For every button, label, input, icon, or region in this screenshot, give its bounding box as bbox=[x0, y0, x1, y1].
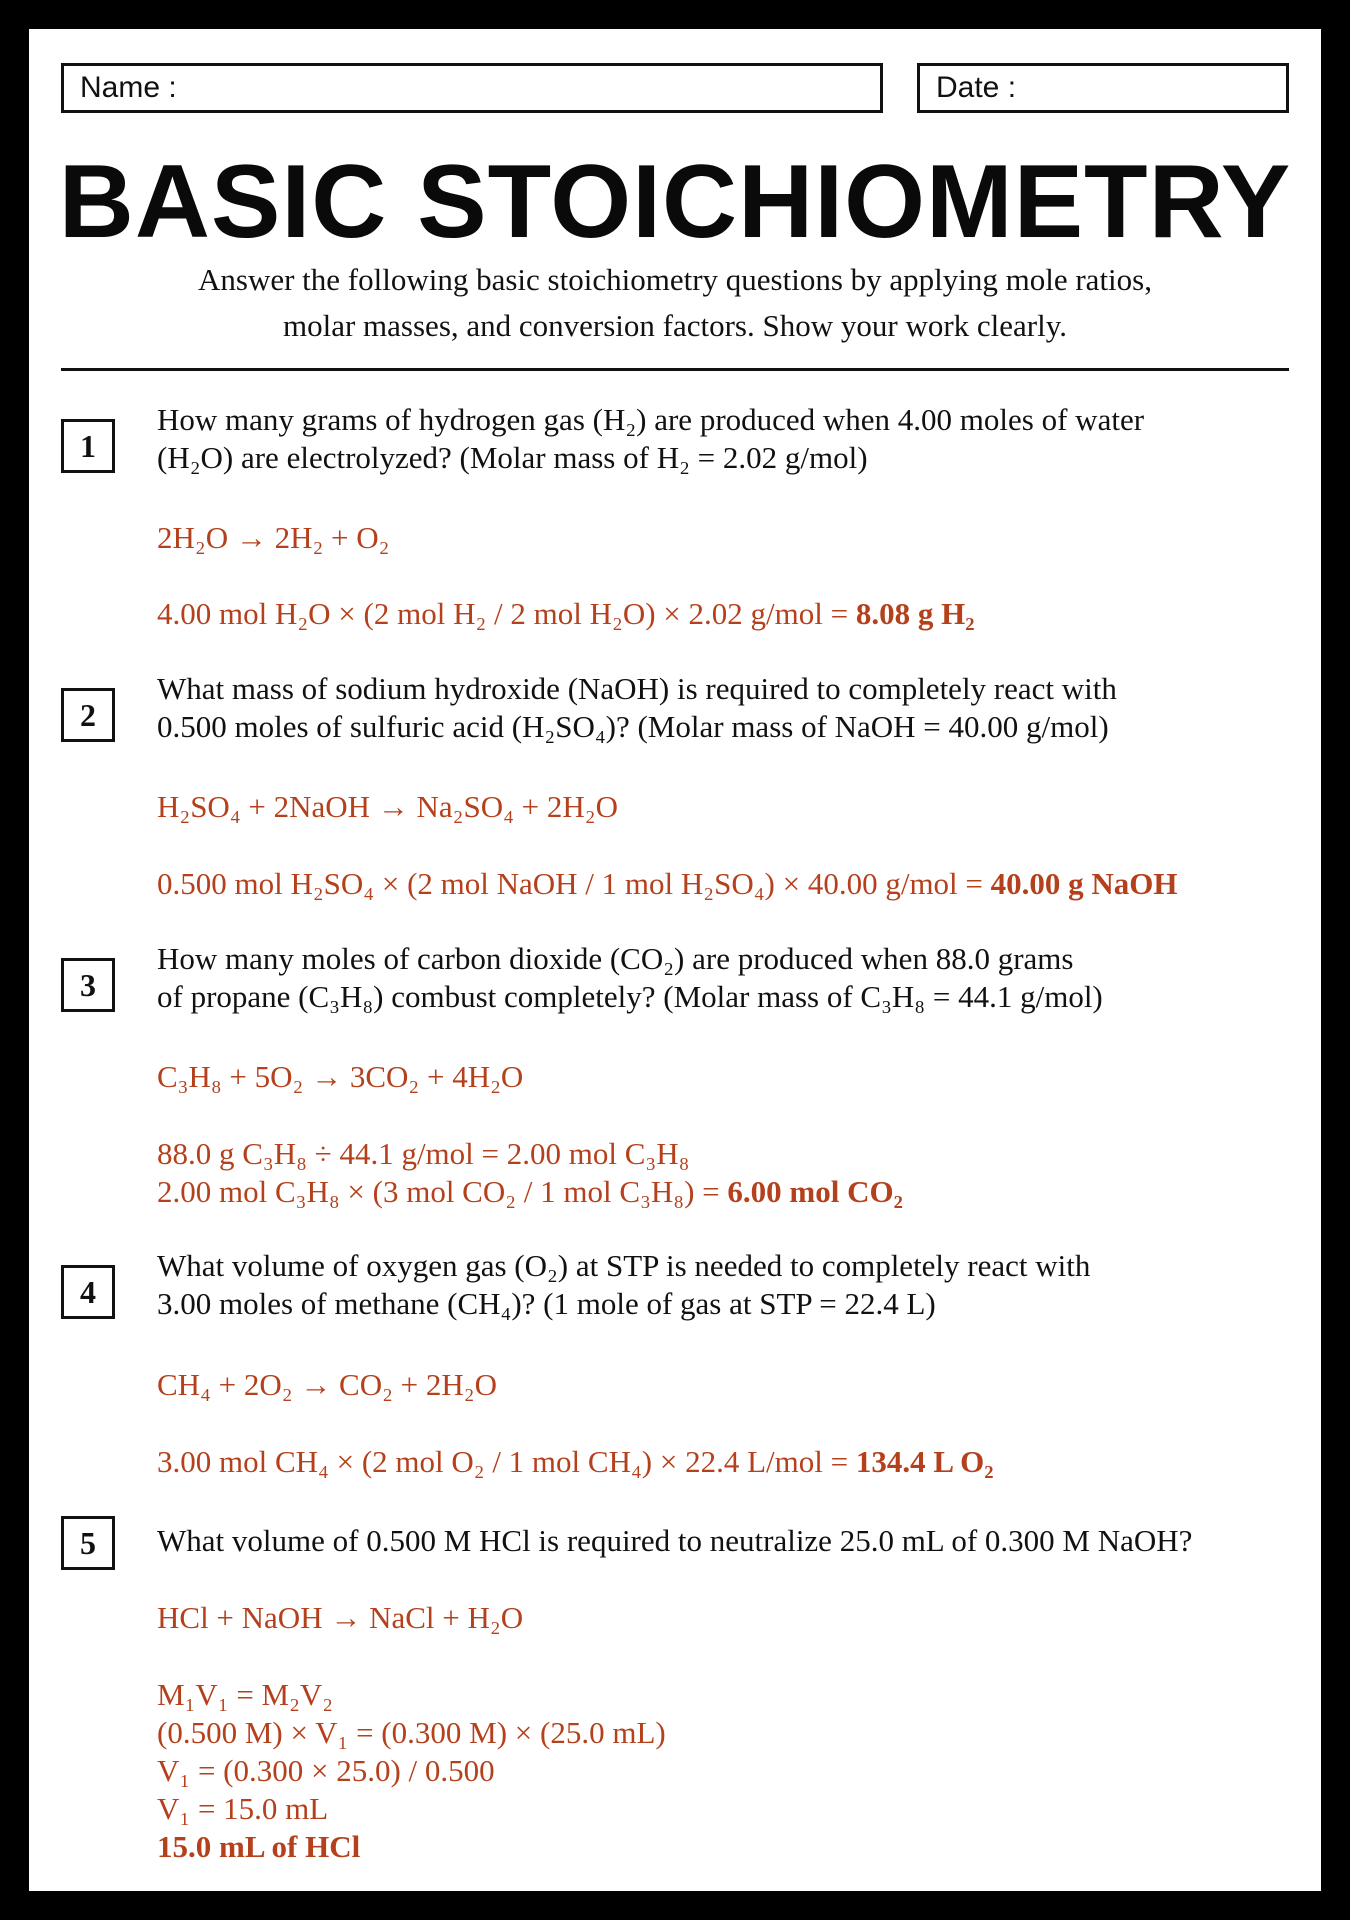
question-4-work-line-1: 3.00 mol CH₄ × (2 mol O₂ / 1 mol CH₄) × 22.4 L/mol = bbox=[157, 1444, 856, 1479]
question-5-answer-line bbox=[157, 1828, 1317, 1866]
question-1-line-1: How many grams of hydrogen gas (H₂) are produced when 4.00 moles of water bbox=[157, 402, 1145, 437]
question-4-line-2: 3.00 moles of methane (CH₄)? (1 mole of gas at STP = 22.4 L) bbox=[157, 1286, 936, 1321]
question-1-answer: 8.08 g H₂ bbox=[855, 596, 975, 631]
instructions-line-2: molar masses, and conversion factors. Show your work clearly. bbox=[283, 308, 1067, 343]
worksheet-title: BASIC STOICHIOMETRY bbox=[58, 144, 1292, 260]
question-3-answer: 6.00 mol CO₂ bbox=[727, 1174, 903, 1209]
question-2-line-1: What mass of sodium hydroxide (NaOH) is required to completely react with bbox=[157, 671, 1117, 706]
instructions bbox=[69, 257, 1281, 349]
question-5-work-line-1: M₁V₁ = M₂V₂ bbox=[157, 1677, 334, 1712]
question-2-text bbox=[157, 670, 1317, 746]
question-5-text bbox=[157, 1522, 1317, 1560]
question-4-work bbox=[157, 1443, 1317, 1481]
divider bbox=[61, 368, 1289, 371]
question-2-line-2: 0.500 moles of sulfuric acid (H₂SO₄)? (Molar mass of NaOH = 40.00 g/mol) bbox=[157, 709, 1109, 744]
question-5-answer: 15.0 mL of HCl bbox=[157, 1829, 361, 1864]
question-1-line-2: (H₂O) are electrolyzed? (Molar mass of H₂ = 2.02 g/mol) bbox=[157, 440, 868, 475]
question-3-work-line-1: 88.0 g C₃H₈ ÷ 44.1 g/mol = 2.00 mol C₃H₈ bbox=[157, 1136, 690, 1171]
date-label: Date : bbox=[936, 71, 1017, 104]
question-2-work-line-1: 0.500 mol H₂SO₄ × (2 mol NaOH / 1 mol H₂SO₄) × 40.00 g/mol = bbox=[157, 866, 991, 901]
question-5-equation: HCl + NaOH → NaCl + H₂O bbox=[157, 1600, 524, 1635]
question-3-text bbox=[157, 940, 1317, 1016]
question-4-equation: CH₄ + 2O₂ → CO₂ + 2H₂O bbox=[157, 1367, 497, 1402]
question-3-work bbox=[157, 1173, 1317, 1211]
worksheet-page bbox=[29, 29, 1321, 1891]
question-1-work-line-1: 4.00 mol H₂O × (2 mol H₂ / 2 mol H₂O) × 2.02 g/mol = bbox=[157, 596, 856, 631]
question-3-line-1: How many moles of carbon dioxide (CO₂) are produced when 88.0 grams bbox=[157, 941, 1074, 976]
question-1-number: 1 bbox=[61, 419, 115, 473]
question-4-answer: 134.4 L O₂ bbox=[855, 1444, 994, 1479]
question-4-line-1: What volume of oxygen gas (O₂) at STP is needed to completely react with bbox=[157, 1248, 1091, 1283]
name-field[interactable] bbox=[61, 63, 883, 113]
question-5-number: 5 bbox=[61, 1516, 115, 1570]
question-5-line-1: What volume of 0.500 M HCl is required to neutralize 25.0 mL of 0.300 M NaOH? bbox=[157, 1523, 1193, 1558]
question-1-work bbox=[157, 595, 1317, 633]
question-5-work-line-3: V₁ = (0.300 × 25.0) / 0.500 bbox=[157, 1753, 495, 1788]
question-4-number: 4 bbox=[61, 1265, 115, 1319]
question-3-line-2: of propane (C₃H₈) combust completely? (Molar mass of C₃H₈ = 44.1 g/mol) bbox=[157, 979, 1103, 1014]
question-5-work-line-2: (0.500 M) × V₁ = (0.300 M) × (25.0 mL) bbox=[157, 1715, 666, 1750]
question-2-number: 2 bbox=[61, 688, 115, 742]
question-3-work-line-2: 2.00 mol C₃H₈ × (3 mol CO₂ / 1 mol C₃H₈) = bbox=[157, 1174, 728, 1209]
question-3-equation: C₃H₈ + 5O₂ → 3CO₂ + 4H₂O bbox=[157, 1059, 524, 1094]
question-2-work bbox=[157, 865, 1317, 903]
name-label: Name : bbox=[80, 71, 177, 104]
question-4-text bbox=[157, 1247, 1317, 1323]
date-field[interactable] bbox=[917, 63, 1289, 113]
question-2-answer: 40.00 g NaOH bbox=[990, 866, 1178, 901]
question-5-work-line-4: V₁ = 15.0 mL bbox=[157, 1791, 329, 1826]
question-1-equation: 2H₂O → 2H₂ + O₂ bbox=[157, 520, 390, 555]
question-2-equation: H₂SO₄ + 2NaOH → Na₂SO₄ + 2H₂O bbox=[157, 789, 618, 824]
question-3-number: 3 bbox=[61, 958, 115, 1012]
question-1-text bbox=[157, 401, 1317, 477]
instructions-line-1: Answer the following basic stoichiometry questions by applying mole ratios, bbox=[198, 262, 1152, 297]
